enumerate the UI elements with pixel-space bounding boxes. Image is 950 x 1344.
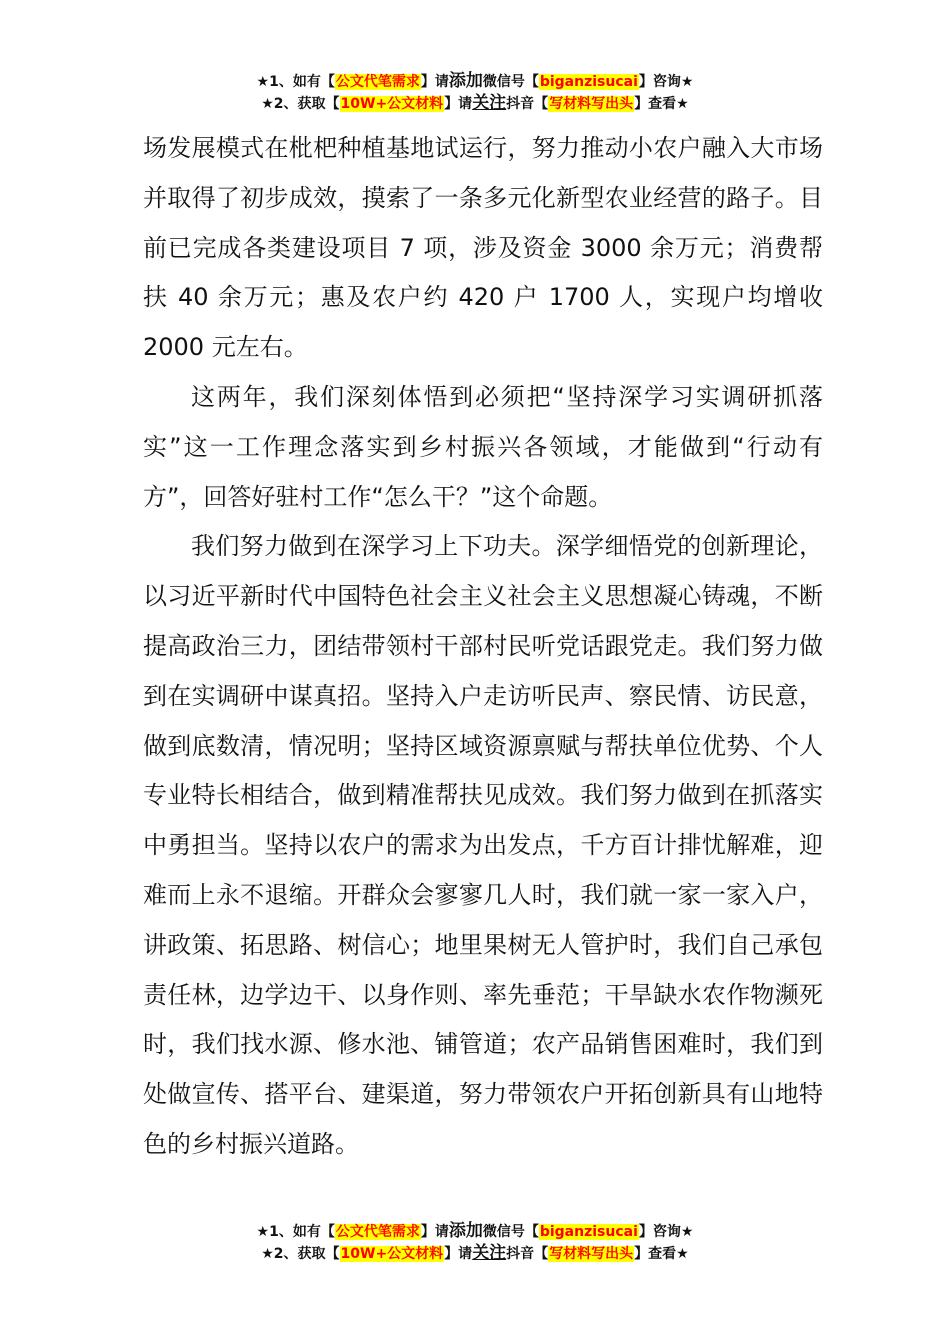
footer-line-1 (0, 1220, 950, 1242)
header-line-1-text: 】请 (420, 74, 449, 90)
header-highlight-materials: 10W+公文材料 (340, 96, 444, 112)
footer-line-2-prefix: ★2、获取【 (261, 1246, 340, 1262)
footer-line-2-suffix: 】查看★ (634, 1246, 689, 1262)
header-banner (0, 70, 950, 114)
footer-line-1-text: 】请 (420, 1224, 449, 1240)
footer-line-2-douyin-label: 抖音【 (506, 1246, 549, 1262)
footer-highlight-materials: 10W+公文材料 (340, 1246, 444, 1262)
footer-highlight-wechat-id: biganzisucai (539, 1224, 638, 1240)
header-line-2-follow: 关注 (472, 93, 507, 113)
header-line-1-add: 添加 (448, 71, 483, 91)
header-line-1-wechat-label: 微信号【 (482, 74, 539, 90)
paragraph-efforts: 我们努力做到在深学习上下功夫。深学细悟党的创新理论，以习近平新时代中国特色社会主义社会主义思想凝心铸魂，不断提高政治三力，团结带领村干部村民听党话跟党走。我们努力做到在实调研中谋真招。坚持入户走访听民声、察民情、访民意，做到底数清，情况明；坚持区域资源禀赋与帮扶单位优势、个人专业特长相结合，做到精准帮扶见成效。我们努力做到在抓落实中勇担当。坚持以农户的需求为出发点，千方百计排忧解难，迎难而上永不退缩。开群众会寥寥几人时，我们就一家一家入户，讲政策、拓思路、树信心；地里果树无人管护时，我们自己承包责任林，边学边干、以身作则、率先垂范；干旱缺水农作物濒死时，我们找水源、修水池、铺管道；农产品销售困难时，我们到处做宣传、搭平台、建渠道，努力带领农户开拓创新具有山地特色的乡村振兴道路。 (143, 532, 823, 1158)
document-body (143, 124, 823, 1170)
header-highlight-ghostwriting: 公文代笔需求 (335, 74, 420, 90)
header-line-2 (0, 92, 950, 114)
header-line-2-douyin-label: 抖音【 (506, 96, 549, 112)
footer-banner (0, 1220, 950, 1264)
header-line-1-suffix: 】咨询★ (638, 74, 694, 90)
footer-line-1-wechat-label: 微信号【 (482, 1224, 539, 1240)
header-line-1 (0, 70, 950, 92)
footer-line-2-follow: 关注 (472, 1243, 507, 1263)
header-highlight-wechat-id: biganzisucai (539, 74, 638, 90)
paragraph-insights: 这两年，我们深刻体悟到必须把“坚持深学习实调研抓落实”这一工作理念落实到乡村振兴各领域，才能做到“行动有方”，回答好驻村工作“怎么干？”这个命题。 (143, 382, 823, 511)
footer-line-1-prefix: ★1、如有【 (256, 1224, 335, 1240)
footer-line-2-text: 】请 (444, 1246, 473, 1262)
header-highlight-douyin-name: 写材料写出头 (549, 96, 634, 112)
footer-line-1-add: 添加 (448, 1221, 483, 1241)
header-line-2-prefix: ★2、获取【 (261, 96, 340, 112)
footer-line-2 (0, 1242, 950, 1264)
footer-highlight-ghostwriting: 公文代笔需求 (335, 1224, 420, 1240)
header-line-2-text: 】请 (444, 96, 473, 112)
paragraph-results: 场发展模式在枇杷种植基地试运行，努力推动小农户融入大市场并取得了初步成效，摸索了一条多元化新型农业经营的路子。目前已完成各类建设项目 7 项，涉及资金 3000 余万元；消费帮扶 40 余万元；惠及农户约 420 户 1700 人，实现户均增收 2000 元左右。 (143, 134, 823, 362)
footer-highlight-douyin-name: 写材料写出头 (549, 1246, 634, 1262)
header-line-2-suffix: 】查看★ (634, 96, 689, 112)
footer-line-1-suffix: 】咨询★ (638, 1224, 694, 1240)
header-line-1-prefix: ★1、如有【 (256, 74, 335, 90)
